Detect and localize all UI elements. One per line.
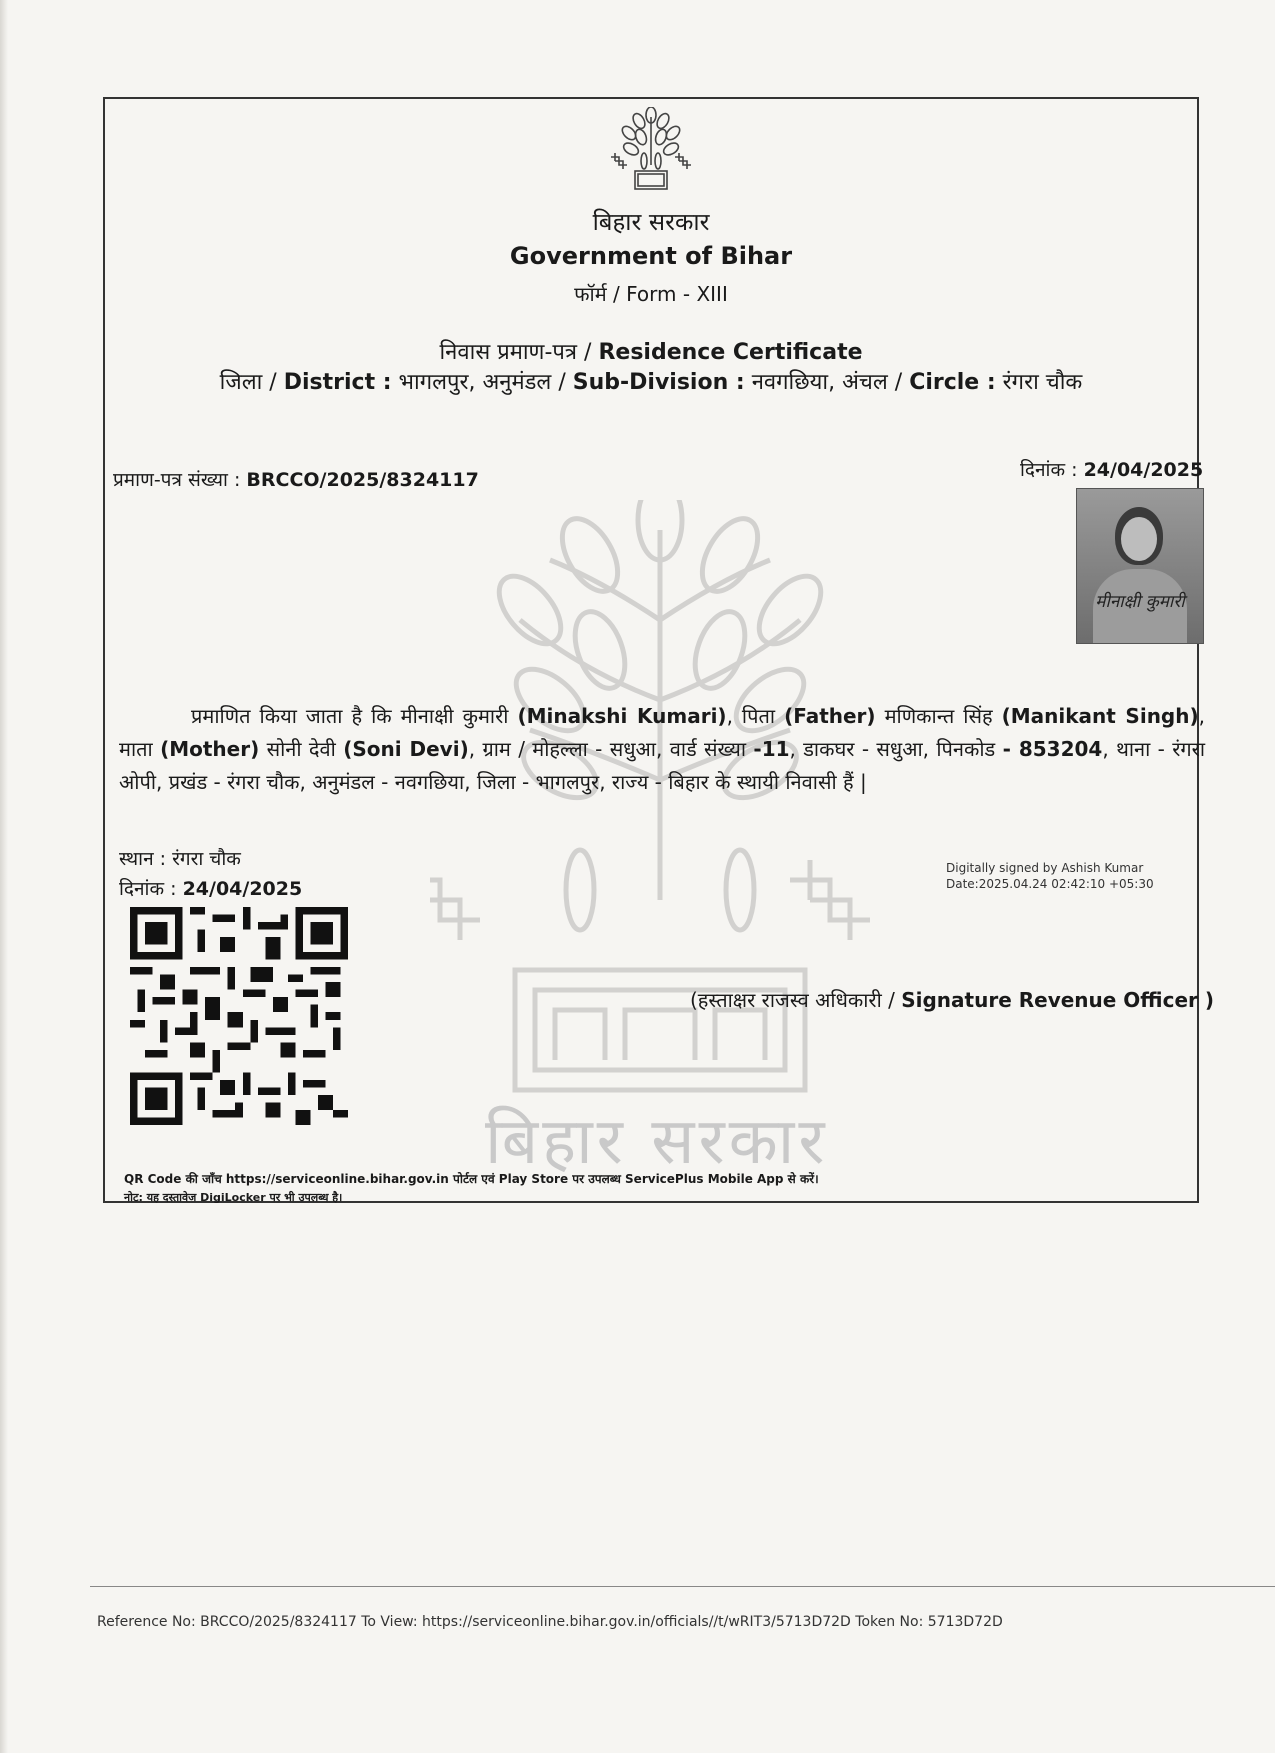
issue-date-label: दिनांक : (119, 878, 183, 900)
certificate-number (113, 466, 479, 492)
certificate-date-label: दिनांक : (1020, 459, 1084, 481)
gov-title-hindi: बिहार सरकार (592, 208, 710, 236)
page-edge-shadow (0, 0, 8, 1753)
issue-date-value: 24/04/2025 (182, 878, 303, 900)
issue-place (119, 845, 241, 871)
father-name-english: (Manikant Singh) (1001, 704, 1199, 728)
subdivision-label: Sub-Division : (572, 370, 745, 395)
issue-date (119, 875, 302, 901)
father-label: (Father) (784, 704, 876, 728)
circle-label: Circle : (909, 370, 996, 395)
footer-reference: Reference No: BRCCO/2025/8324117 To View: https://serviceonline.bihar.gov.in/officials//t/wRIT3/5713D72D Token No: 5713D72D (97, 1614, 1003, 1630)
pincode: - 853204 (1002, 737, 1103, 761)
district-value: भागलपुर, अनुमंडल / (391, 370, 573, 395)
footer-divider (90, 1586, 1275, 1587)
certificate-date-value: 24/04/2025 (1083, 459, 1204, 481)
ward-number: -11 (753, 737, 790, 761)
jurisdiction-line (103, 366, 1199, 396)
certificate-body (119, 700, 1205, 799)
district-label: District : (283, 370, 392, 395)
body-text-3: मणिकान्त सिंह (875, 704, 1002, 728)
watermark-text: बिहार सरकार (485, 1105, 829, 1179)
digital-signature-date: Date:2025.04.24 02:42:10 +05:30 (946, 877, 1154, 891)
issue-place-value: रंगरा चौक (172, 848, 241, 870)
cert-title-hindi: निवास प्रमाण-पत्र / (439, 340, 592, 365)
mother-label: (Mother) (160, 737, 260, 761)
body-text-7: , डाकघर - सधुआ, पिनकोड (789, 737, 1003, 761)
circle-value: रंगरा चौक (995, 370, 1083, 395)
signature-caption-hindi: (हस्ताक्षर राजस्व अधिकारी / (690, 988, 902, 1012)
certificate-number-value: BRCCO/2025/8324117 (246, 469, 479, 491)
bihar-emblem-icon (605, 107, 697, 197)
photo-face (1121, 517, 1157, 561)
applicant-name-english: (Minakshi Kumari) (517, 704, 727, 728)
body-text-8: , थाना - रंगरा ओपी, प्रखंड - रंगरा चौक, अनुमंडल - नवगछिया, जिला - भागलपुर, राज्य - बिहार के स्थायी निवासी हैं | (119, 737, 1206, 794)
qr-verification-note: QR Code की जाँच https://serviceonline.bihar.gov.in पोर्टल एवं Play Store पर उपलब्ध ServicePlus Mobile App से करें। (124, 1172, 819, 1186)
district-prefix: जिला / (219, 370, 284, 395)
digilocker-note: नोट: यह दस्तावेज DigiLocker पर भी उपलब्ध है। (124, 1191, 343, 1204)
digital-signature-signer: Digitally signed by Ashish Kumar (946, 861, 1144, 875)
body-text-1: प्रमाणित किया जाता है कि मीनाक्षी कुमारी (191, 704, 518, 728)
body-text-4: , माता (119, 704, 1205, 761)
signature-caption-english: Signature Revenue Officer ) (901, 988, 1214, 1012)
digital-signature (946, 860, 1154, 892)
body-text-2: , पिता (726, 704, 785, 728)
photo-signature: मीनाक्षी कुमारी (1095, 592, 1185, 612)
signature-caption (690, 986, 1214, 1013)
body-text-5: सोनी देवी (259, 737, 344, 761)
certificate-date (1020, 456, 1203, 482)
gov-title-english: Government of Bihar (509, 242, 793, 270)
applicant-photo (1076, 488, 1204, 644)
body-text-6: , ग्राम / मोहल्ला - सधुआ, वार्ड संख्या (468, 737, 754, 761)
qr-code-icon (130, 906, 348, 1126)
mother-name-english: (Soni Devi) (343, 737, 469, 761)
subdivision-value: नवगछिया, अंचल / (744, 370, 910, 395)
form-label: फॉर्म / Form - XIII (574, 282, 728, 306)
certificate-number-label: प्रमाण-पत्र संख्या : (113, 469, 247, 491)
cert-title-english: Residence Certificate (598, 340, 863, 365)
certificate-title (103, 336, 1199, 366)
issue-place-label: स्थान : (119, 848, 173, 870)
